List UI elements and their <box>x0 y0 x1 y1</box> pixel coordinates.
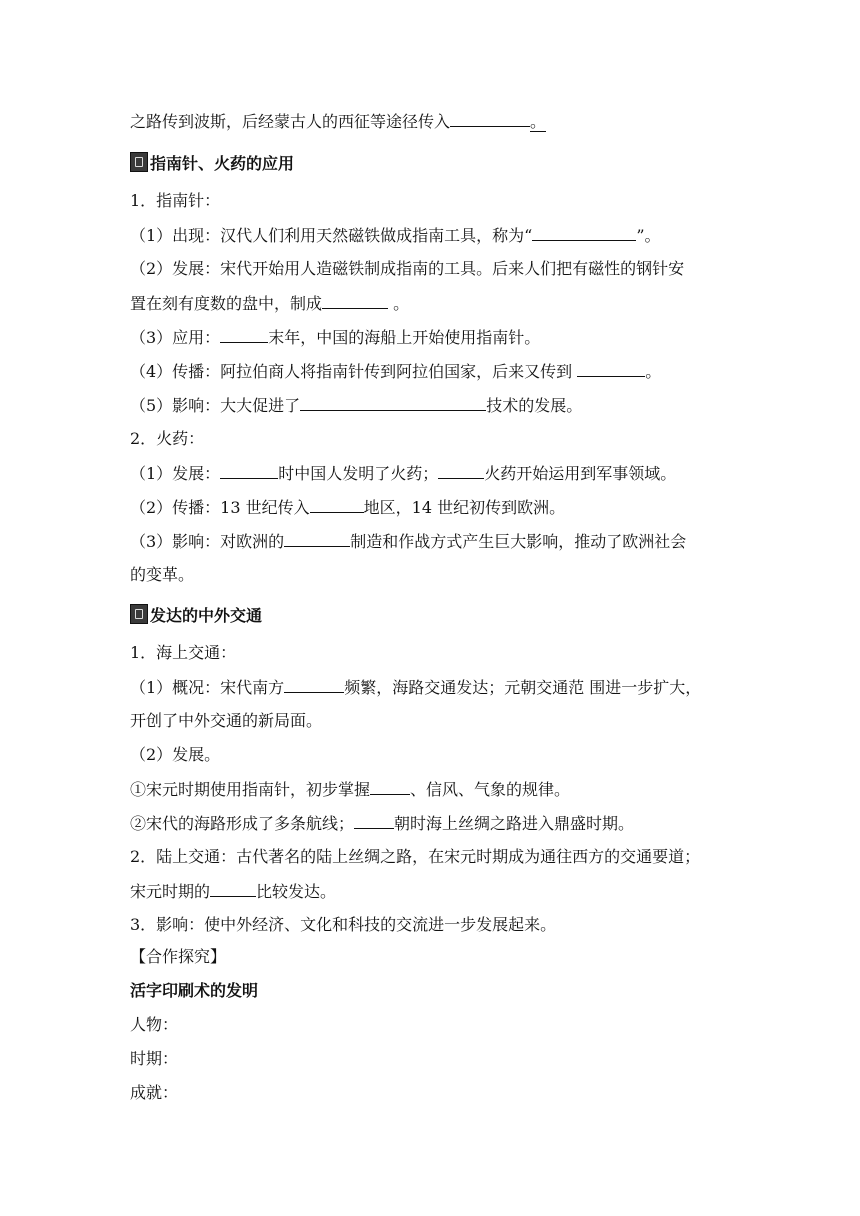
answer-blank[interactable] <box>284 530 350 547</box>
text: 时中国人发明了火药； <box>278 464 439 483</box>
text: 技术的发展。 <box>486 396 583 415</box>
item-gunpowder-influence-line1 <box>130 530 730 553</box>
answer-blank[interactable] <box>310 496 364 513</box>
text: 1．海上交通： <box>130 643 237 662</box>
item-sea-development-b <box>130 812 730 835</box>
text: 开创了中外交通的新局面。 <box>130 711 323 730</box>
text: （2）传播：13 世纪传入 <box>130 498 310 517</box>
text: 末年，中国的海船上开始使用指南针。 <box>268 328 541 347</box>
item-gunpowder-development <box>130 462 730 485</box>
item-influence <box>130 914 730 936</box>
item-compass-application <box>130 326 730 349</box>
section-heading-transport <box>130 604 730 627</box>
topic-heading <box>130 980 730 1002</box>
text: （3）应用： <box>130 328 221 347</box>
item-compass-origin <box>130 224 730 247</box>
paragraph-continuation <box>130 110 730 133</box>
text: （5）影响：大大促进了 <box>130 396 301 415</box>
text: 。 <box>530 112 547 131</box>
text: （1）出现：汉代人们利用天然磁铁做成指南工具，称为“ <box>130 226 533 245</box>
answer-blank[interactable] <box>532 224 636 241</box>
item-compass-development-line1 <box>130 258 730 280</box>
field-label: 成就： <box>130 1083 179 1102</box>
text: 朝时海上丝绸之路进入鼎盛时期。 <box>394 814 635 833</box>
text: 活字印刷术的发明 <box>130 981 259 1000</box>
item-compass <box>130 190 730 212</box>
field-label: 时期： <box>130 1049 179 1068</box>
item-compass-spread <box>130 360 730 383</box>
item-compass-development-line2 <box>130 292 730 315</box>
answer-blank[interactable] <box>450 110 530 127</box>
item-sea-overview-line2 <box>130 710 730 732</box>
text: 【合作探究】 <box>130 947 227 966</box>
text: 。 <box>388 294 410 313</box>
text: ②宋代的海路形成了多条航线； <box>130 814 355 833</box>
item-compass-influence <box>130 394 730 417</box>
text: 置在刻有度数的盘中，制成 <box>130 294 323 313</box>
text: 宋元时期的 <box>130 882 211 901</box>
item-sea-overview-line1 <box>130 676 730 699</box>
section-title: 发达的中外交通 <box>150 606 263 625</box>
text: 1．指南针： <box>130 191 221 210</box>
text: 、信风、气象的规律。 <box>410 780 571 799</box>
answer-blank[interactable] <box>210 880 256 897</box>
answer-blank[interactable] <box>354 812 394 829</box>
section-heading-compass-gunpowder <box>130 152 730 175</box>
field-period <box>130 1048 730 1070</box>
answer-blank[interactable] <box>220 326 268 343</box>
answer-blank[interactable] <box>300 394 486 411</box>
item-sea-development <box>130 744 730 766</box>
text: 之路传到波斯，后经蒙古人的西征等途径传入 <box>130 112 451 131</box>
item-sea-transport <box>130 642 730 664</box>
answer-blank[interactable] <box>370 778 410 795</box>
item-gunpowder-spread <box>130 496 730 519</box>
text: 2．陆上交通：古代著名的陆上丝绸之路，在宋元时期成为通往西方的交通要道； <box>130 847 701 866</box>
text: （2）发展。 <box>130 745 221 764</box>
item-gunpowder-influence-line2 <box>130 564 730 586</box>
text: （1）概况：宋代南方 <box>130 678 285 697</box>
text: 的变革。 <box>130 565 195 584</box>
field-person <box>130 1014 730 1036</box>
section-title: 指南针、火药的应用 <box>150 154 295 173</box>
section-icon <box>130 604 148 624</box>
item-sea-development-a <box>130 778 730 801</box>
text: （4）传播：阿拉伯商人将指南针传到阿拉伯国家，后来又传到 <box>130 362 578 381</box>
text: （2）发展：宋代开始用人造磁铁制成指南的工具。后来人们把有磁性的钢针安 <box>130 259 685 278</box>
text: ①宋元时期使用指南针，初步掌握 <box>130 780 371 799</box>
item-land-transport-line1 <box>130 846 730 868</box>
item-gunpowder <box>130 428 730 450</box>
answer-blank[interactable] <box>284 676 344 693</box>
text: ”。 <box>636 226 661 245</box>
field-achievement <box>130 1082 730 1104</box>
text: 。 <box>645 362 662 381</box>
text: （3）影响：对欧洲的 <box>130 532 285 551</box>
text: 火药开始运用到军事领域。 <box>484 464 677 483</box>
text: 地区，14 世纪初传到欧洲。 <box>363 498 566 517</box>
field-label: 人物： <box>130 1015 179 1034</box>
answer-blank[interactable] <box>577 360 645 377</box>
answer-blank[interactable] <box>322 292 388 309</box>
text: 频繁，海路交通发达；元朝交通范 围进一步扩大， <box>344 678 702 697</box>
text: 2．火药： <box>130 429 205 448</box>
section-icon <box>130 152 148 172</box>
item-land-transport-line2 <box>130 880 730 903</box>
text: 制造和作战方式产生巨大影响，推动了欧洲社会 <box>350 532 687 551</box>
answer-blank[interactable] <box>438 462 484 479</box>
cooperative-inquiry-heading <box>130 946 730 968</box>
text: 3．影响：使中外经济、文化和科技的交流进一步发展起来。 <box>130 915 557 934</box>
answer-blank[interactable] <box>220 462 278 479</box>
text: 比较发达。 <box>256 882 337 901</box>
text: （1）发展： <box>130 464 221 483</box>
